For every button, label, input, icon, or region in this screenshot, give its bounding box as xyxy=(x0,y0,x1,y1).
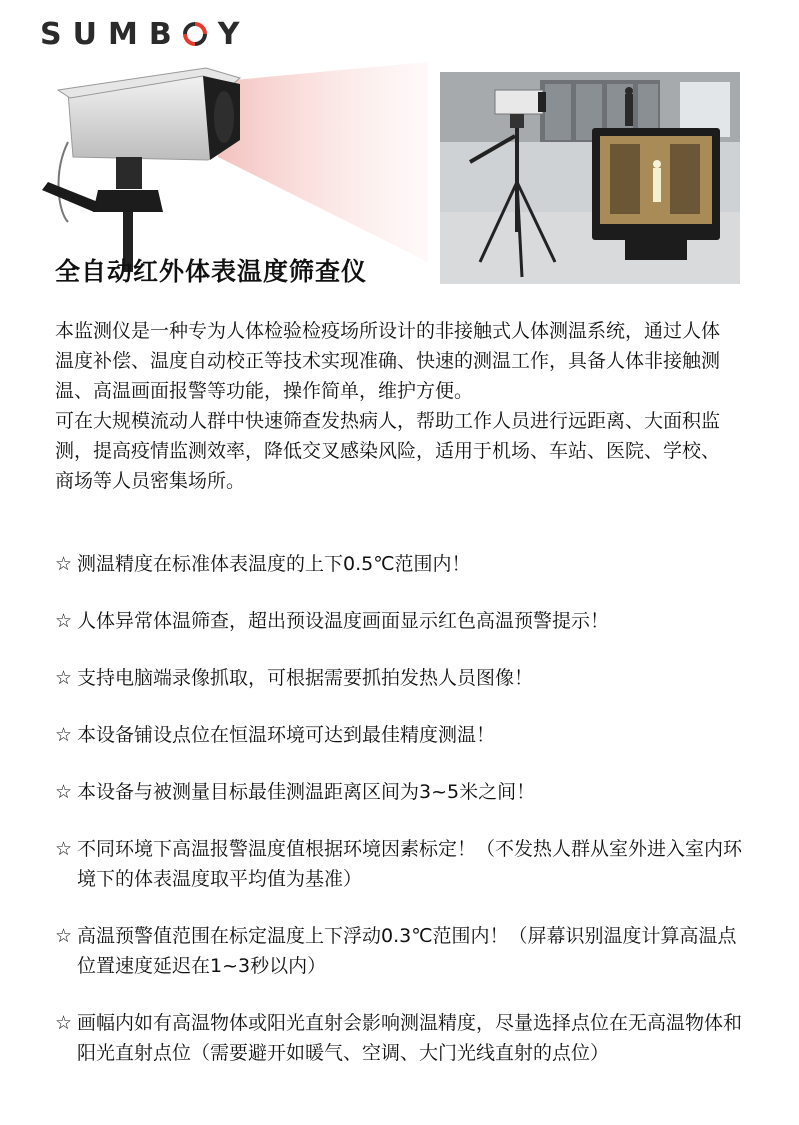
star-icon: ☆ xyxy=(55,925,73,947)
feature-item xyxy=(55,1008,745,1068)
feature-text: 人体异常体温筛查，超出预设温度画面显示红色高温预警提示！ xyxy=(77,610,610,632)
star-icon: ☆ xyxy=(55,724,73,746)
star-icon: ☆ xyxy=(55,553,73,575)
feature-item xyxy=(55,663,745,693)
star-icon: ☆ xyxy=(55,1012,73,1034)
thermal-camera-on-tripod-icon xyxy=(28,62,428,272)
logo-text-prefix: SUMB xyxy=(40,17,183,52)
product-title: 全自动红外体表温度筛查仪 xyxy=(55,257,368,286)
feature-list xyxy=(55,549,745,1095)
feature-text: 本设备与被测量目标最佳测温距离区间为3~5米之间！ xyxy=(77,781,536,803)
star-icon: ☆ xyxy=(55,781,73,803)
feature-item xyxy=(55,777,745,807)
feature-item xyxy=(55,921,745,981)
tripod-monitor-photo xyxy=(440,72,740,284)
thermal-camera-image xyxy=(28,62,428,272)
feature-item xyxy=(55,834,745,894)
camera-tripod-with-thermal-monitor-photo xyxy=(440,72,740,284)
red-target-circle-icon xyxy=(183,22,207,46)
feature-text: 不同环境下高温报警温度值根据环境因素标定！（不发热人群从室外进入室内环境下的体表温度取平均值为基准） xyxy=(77,838,743,890)
feature-item xyxy=(55,549,745,579)
feature-text: 测温精度在标准体表温度的上下0.5℃范围内！ xyxy=(77,553,471,575)
intro-paragraph-1: 本监测仪是一种专为人体检验检疫场所设计的非接触式人体测温系统，通过人体温度补偿、温度自动校正等技术实现准确、快速的测温工作，具备人体非接触测温、高温画面报警等功能，操作简单，维护方便。 xyxy=(55,320,721,402)
feature-text: 支持电脑端录像抓取，可根据需要抓拍发热人员图像！ xyxy=(77,667,534,689)
star-icon: ☆ xyxy=(55,610,73,632)
star-icon: ☆ xyxy=(55,838,73,860)
intro-paragraph-2: 可在大规模流动人群中快速筛查发热病人，帮助工作人员进行远距离、大面积监测，提高疫情监测效率，降低交叉感染风险，适用于机场、车站、医院、学校、商场等人员密集场所。 xyxy=(55,410,721,492)
feature-text: 高温预警值范围在标定温度上下浮动0.3℃范围内！（屏幕识别温度计算高温点位置速度延迟在1~3秒以内） xyxy=(77,925,737,977)
intro-text xyxy=(55,316,735,496)
star-icon: ☆ xyxy=(55,667,73,689)
feature-text: 本设备铺设点位在恒温环境可达到最佳精度测温！ xyxy=(77,724,496,746)
logo-text-suffix: Y xyxy=(217,17,251,52)
feature-text: 画幅内如有高温物体或阳光直射会影响测温精度，尽量选择点位在无高温物体和阳光直射点位（需要避开如暖气、空调、大门光线直射的点位） xyxy=(77,1012,743,1064)
feature-item xyxy=(55,606,745,636)
brand-logo xyxy=(40,18,340,52)
feature-item xyxy=(55,720,745,750)
